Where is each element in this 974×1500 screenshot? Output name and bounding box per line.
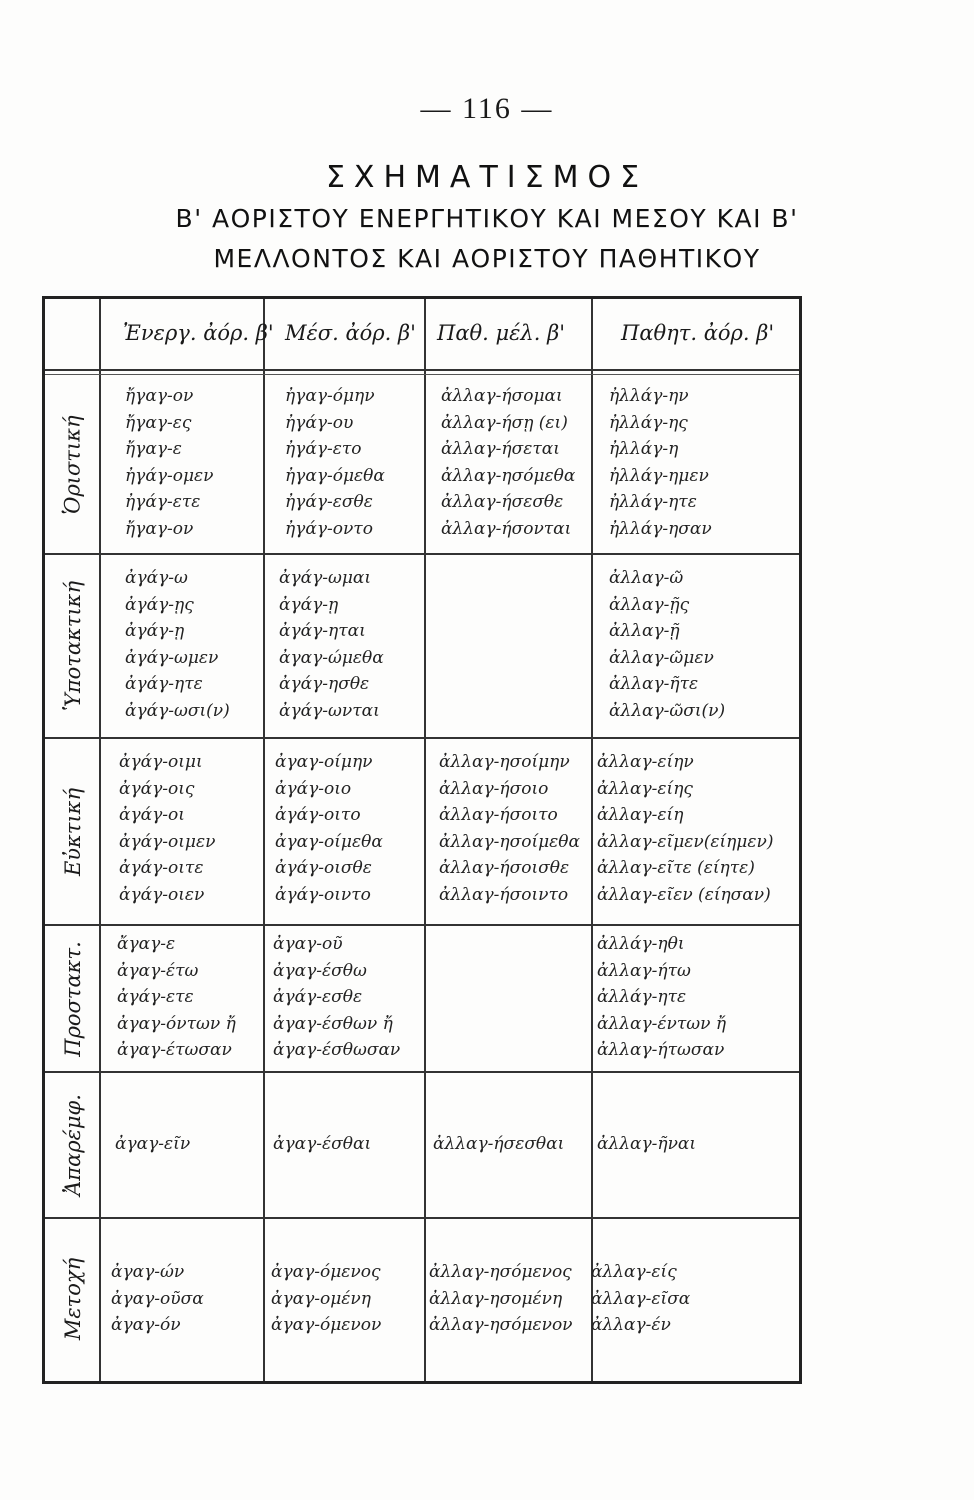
cell-infinitive-middle (273, 1131, 371, 1158)
verb-form: ἀλλαγ-ήσεται (441, 439, 560, 459)
cell-indicative-passive-future (441, 383, 575, 542)
verb-form: ἀγάγ-εσθε (273, 987, 363, 1007)
verb-form: ἠγαγ-όμην (285, 386, 375, 406)
cell-infinitive-passive-aorist (597, 1131, 696, 1158)
row-label-subjunctive: Ὑποτακτική (61, 580, 85, 712)
verb-form: ἀλλαγ-έν (591, 1315, 671, 1335)
cell-participle-passive-future (429, 1259, 573, 1339)
cell-indicative-active (125, 383, 213, 542)
verb-form: ἀλλαγ-ήσοιο (439, 778, 549, 799)
verb-form: ἀγάγ-ῃς (125, 594, 194, 615)
verb-form: ἀγαγ-έτωσαν (117, 1040, 232, 1060)
verb-form: ἀγάγ-ωσι(ν) (125, 700, 230, 721)
row-label-optative: Εὐκτική (61, 787, 86, 876)
column-header-middle-aorist: Μέσ. ἀόρ. β' (285, 321, 416, 345)
cell-infinitive-passive-future (433, 1131, 564, 1158)
verb-form: ἀγαγ-έσθω (273, 960, 367, 981)
verb-form: ἀλλαγ-ησοίμεθα (439, 831, 580, 852)
row-divider (45, 553, 799, 555)
cell-optative-passive-aorist (597, 749, 773, 908)
conjugation-table (42, 296, 802, 1384)
row-divider (45, 1217, 799, 1219)
verb-form: ἀλλαγ-ῆτε (609, 674, 699, 694)
verb-form: ἀλλαγ-ήσῃ (ει) (441, 412, 568, 433)
cell-optative-passive-future (439, 749, 580, 908)
verb-form: ἀλλαγ-ήσοιτο (439, 805, 558, 825)
verb-form: ἠλλάγ-ης (609, 412, 688, 433)
verb-form: ἀγαγ-έσθωσαν (273, 1040, 401, 1060)
verb-form: ἀλλαγ-ήσονται (441, 518, 572, 539)
verb-form: ἀλλαγ-ησόμενον (429, 1315, 573, 1335)
verb-form: ἀγάγ-οιεν (119, 884, 205, 905)
verb-form: ἠγάγ-οντο (285, 518, 373, 539)
title-line-1: ΣΧΗΜΑΤΙΣΜΟΣ (325, 160, 649, 195)
verb-form: ἀγαγ-οίμεθα (275, 831, 383, 852)
verb-form: ἀγάγ-οιο (275, 778, 352, 799)
cell-subjunctive-active (125, 565, 230, 724)
cell-optative-middle (275, 749, 383, 908)
verb-form: ἤγαγ-ον (125, 386, 194, 406)
verb-form: ἀλλαγ-ῆναι (597, 1134, 697, 1154)
verb-form: ἠλλάγ-ημεν (609, 465, 709, 486)
verb-form: ἀγάγ-ηται (279, 621, 366, 641)
cell-imperative-passive-aorist (597, 931, 726, 1064)
verb-form: ἀλλαγ-ησομένη (429, 1288, 563, 1309)
verb-form: ἀγάγ-οιτε (119, 858, 204, 878)
verb-form: ἀλλάγ-ητε (597, 987, 687, 1007)
cell-indicative-passive-aorist (609, 383, 712, 542)
verb-form: ἀγάγ-ωμαι (279, 568, 372, 588)
verb-form: ἀγαγ-εῖν (115, 1134, 191, 1154)
verb-form: ἀλλαγ-ησόμεθα (441, 465, 576, 486)
verb-form: ἠγαγ-όμεθα (285, 465, 385, 486)
verb-form: ἠγάγ-ου (285, 412, 354, 433)
verb-form: ἀγάγ-ωμεν (125, 647, 219, 668)
verb-form: ἠγάγ-ομεν (125, 465, 214, 486)
verb-form: ἀγάγ-ωνται (279, 700, 380, 721)
verb-form: ἀγαγ-όμενον (271, 1315, 382, 1335)
row-label-imperative: Προστακτ. (61, 940, 85, 1057)
row-label-infinitive: Ἀπαρέμφ. (61, 1094, 86, 1196)
cell-participle-active (111, 1259, 204, 1339)
row-divider (45, 737, 799, 739)
verb-form: ἠγάγ-ετε (125, 492, 201, 512)
cell-imperative-active (117, 931, 236, 1064)
verb-form: ἀλλαγ-είη (597, 805, 684, 825)
cell-subjunctive-passive-aorist (609, 565, 725, 724)
row-divider (45, 924, 799, 926)
verb-form: ἀγάγ-οιμεν (119, 831, 216, 852)
verb-form: ἀλλαγ-ήσοισθε (439, 858, 570, 878)
verb-form: ἀγάγ-οιτο (275, 805, 361, 825)
verb-form: ἠλλάγ-η (609, 439, 679, 459)
verb-form: ἀλλαγ-έντων ἤ (597, 1013, 727, 1034)
title-line-3: ΜΕΛΛΟΝΤΟΣ ΚΑΙ ΑΟΡΙΣΤΟΥ ΠΑΘΗΤΙΚΟΥ (213, 244, 761, 273)
header-divider (45, 374, 799, 375)
verb-form: ἀγαγ-ών (111, 1262, 185, 1282)
verb-form: ἀγαγ-έσθαι (273, 1134, 372, 1154)
verb-form: ἀλλαγ-είς (591, 1262, 677, 1282)
verb-form: ἀλλαγ-ῶσι(ν) (609, 700, 726, 721)
cell-participle-passive-aorist (591, 1259, 690, 1339)
verb-form: ἠγάγ-εσθε (285, 492, 373, 512)
verb-form: ἀγάγ-ω (125, 568, 188, 588)
verb-form: ἠλλάγ-ησαν (609, 518, 712, 539)
verb-form: ἀγαγ-όμενος (271, 1262, 381, 1282)
verb-form: ἀγάγ-οι (119, 805, 185, 825)
verb-form: ἀλλαγ-εῖεν (είησαν) (597, 884, 771, 905)
verb-form: ἀλλαγ-είης (597, 778, 693, 799)
cell-indicative-middle (285, 383, 385, 542)
verb-form: ἀλλαγ-ήτωσαν (597, 1040, 725, 1060)
verb-form: ἀλλαγ-εῖμεν(είημεν) (597, 831, 774, 852)
title-line-2: Β' ΑΟΡΙΣΤΟΥ ΕΝΕΡΓΗΤΙΚΟΥ ΚΑΙ ΜΕΣΟΥ ΚΑΙ Β' (175, 204, 799, 233)
row-divider (45, 1071, 799, 1073)
verb-form: ἀγαγ-οῦσα (111, 1288, 204, 1309)
verb-form: ἀλλαγ-ῇς (609, 594, 690, 615)
verb-form: ἄγαγ-ε (117, 934, 176, 954)
verb-form: ἀλλαγ-ῇ (609, 621, 680, 641)
verb-form: ἀλλαγ-ήσομαι (441, 386, 563, 406)
verb-form: ἀγάγ-οισθε (275, 858, 372, 878)
verb-form: ἀγαγ-οῦ (273, 934, 343, 954)
verb-form: ἀγάγ-ῃ (125, 621, 185, 641)
verb-form: ἀγάγ-ητε (125, 674, 203, 694)
verb-form: ἀλλαγ-ήσεσθε (441, 492, 564, 512)
column-header-active-aorist: Ἐνεργ. ἀόρ. β' (123, 321, 274, 345)
verb-form: ἀγαγ-ομένη (271, 1288, 371, 1309)
verb-form: ἠγάγ-ετο (285, 439, 362, 459)
verb-form: ἀγαγ-ώμεθα (279, 647, 384, 668)
verb-form: ἀλλαγ-ήσοιντο (439, 884, 569, 905)
cell-infinitive-active (115, 1131, 190, 1158)
verb-form: ἀγάγ-οις (119, 778, 195, 799)
verb-form: ἀλλάγ-ηθι (597, 934, 685, 954)
verb-form: ἤγαγ-ον (125, 518, 194, 539)
cell-participle-middle (271, 1259, 381, 1339)
verb-form: ἀγαγ-έτω (117, 960, 199, 981)
verb-form: ἀλλαγ-ῶμεν (609, 647, 714, 668)
verb-form: ἀγαγ-έσθων ἤ (273, 1013, 393, 1034)
verb-form: ἀγάγ-οιμι (119, 752, 203, 772)
column-header-passive-aorist: Παθητ. ἀόρ. β' (621, 321, 775, 345)
verb-form: ἀλλαγ-ήτω (597, 960, 691, 981)
verb-form: ἀγαγ-όν (111, 1315, 181, 1335)
verb-form: ἀλλαγ-εῖτε (είητε) (597, 858, 755, 878)
row-label-participle: Μετοχή (61, 1257, 85, 1341)
verb-form: ἀγαγ-όντων ἤ (117, 1013, 236, 1034)
verb-form: ἀγάγ-οιντο (275, 884, 371, 905)
verb-form: ἀγαγ-οίμην (275, 752, 373, 772)
column-header-passive-future: Παθ. μέλ. β' (437, 321, 565, 345)
row-label-indicative: Ὁριστική (61, 415, 86, 515)
header-divider (45, 369, 799, 371)
verb-form: ἀλλαγ-ήσεσθαι (433, 1134, 565, 1154)
verb-form: ἀλλαγ-ησόμενος (429, 1262, 572, 1282)
verb-form: ἠλλάγ-ητε (609, 492, 697, 512)
verb-form: ἤγαγ-ε (125, 439, 182, 459)
cell-imperative-middle (273, 931, 400, 1064)
cell-subjunctive-middle (279, 565, 384, 724)
verb-form: ἀγάγ-ησθε (279, 674, 370, 694)
verb-form: ἀγάγ-ετε (117, 987, 194, 1007)
cell-optative-active (119, 749, 215, 908)
verb-form: ἀλλαγ-ῶ (609, 568, 684, 588)
verb-form: ἀλλαγ-είην (597, 752, 694, 772)
verb-form: ἤγαγ-ες (125, 412, 192, 433)
verb-form: ἀγάγ-ῃ (279, 594, 339, 615)
page-number: — 116 — (420, 92, 554, 125)
verb-form: ἠλλάγ-ην (609, 386, 689, 406)
verb-form: ἀλλαγ-ησοίμην (439, 752, 570, 772)
verb-form: ἀλλαγ-εῖσα (591, 1288, 691, 1309)
